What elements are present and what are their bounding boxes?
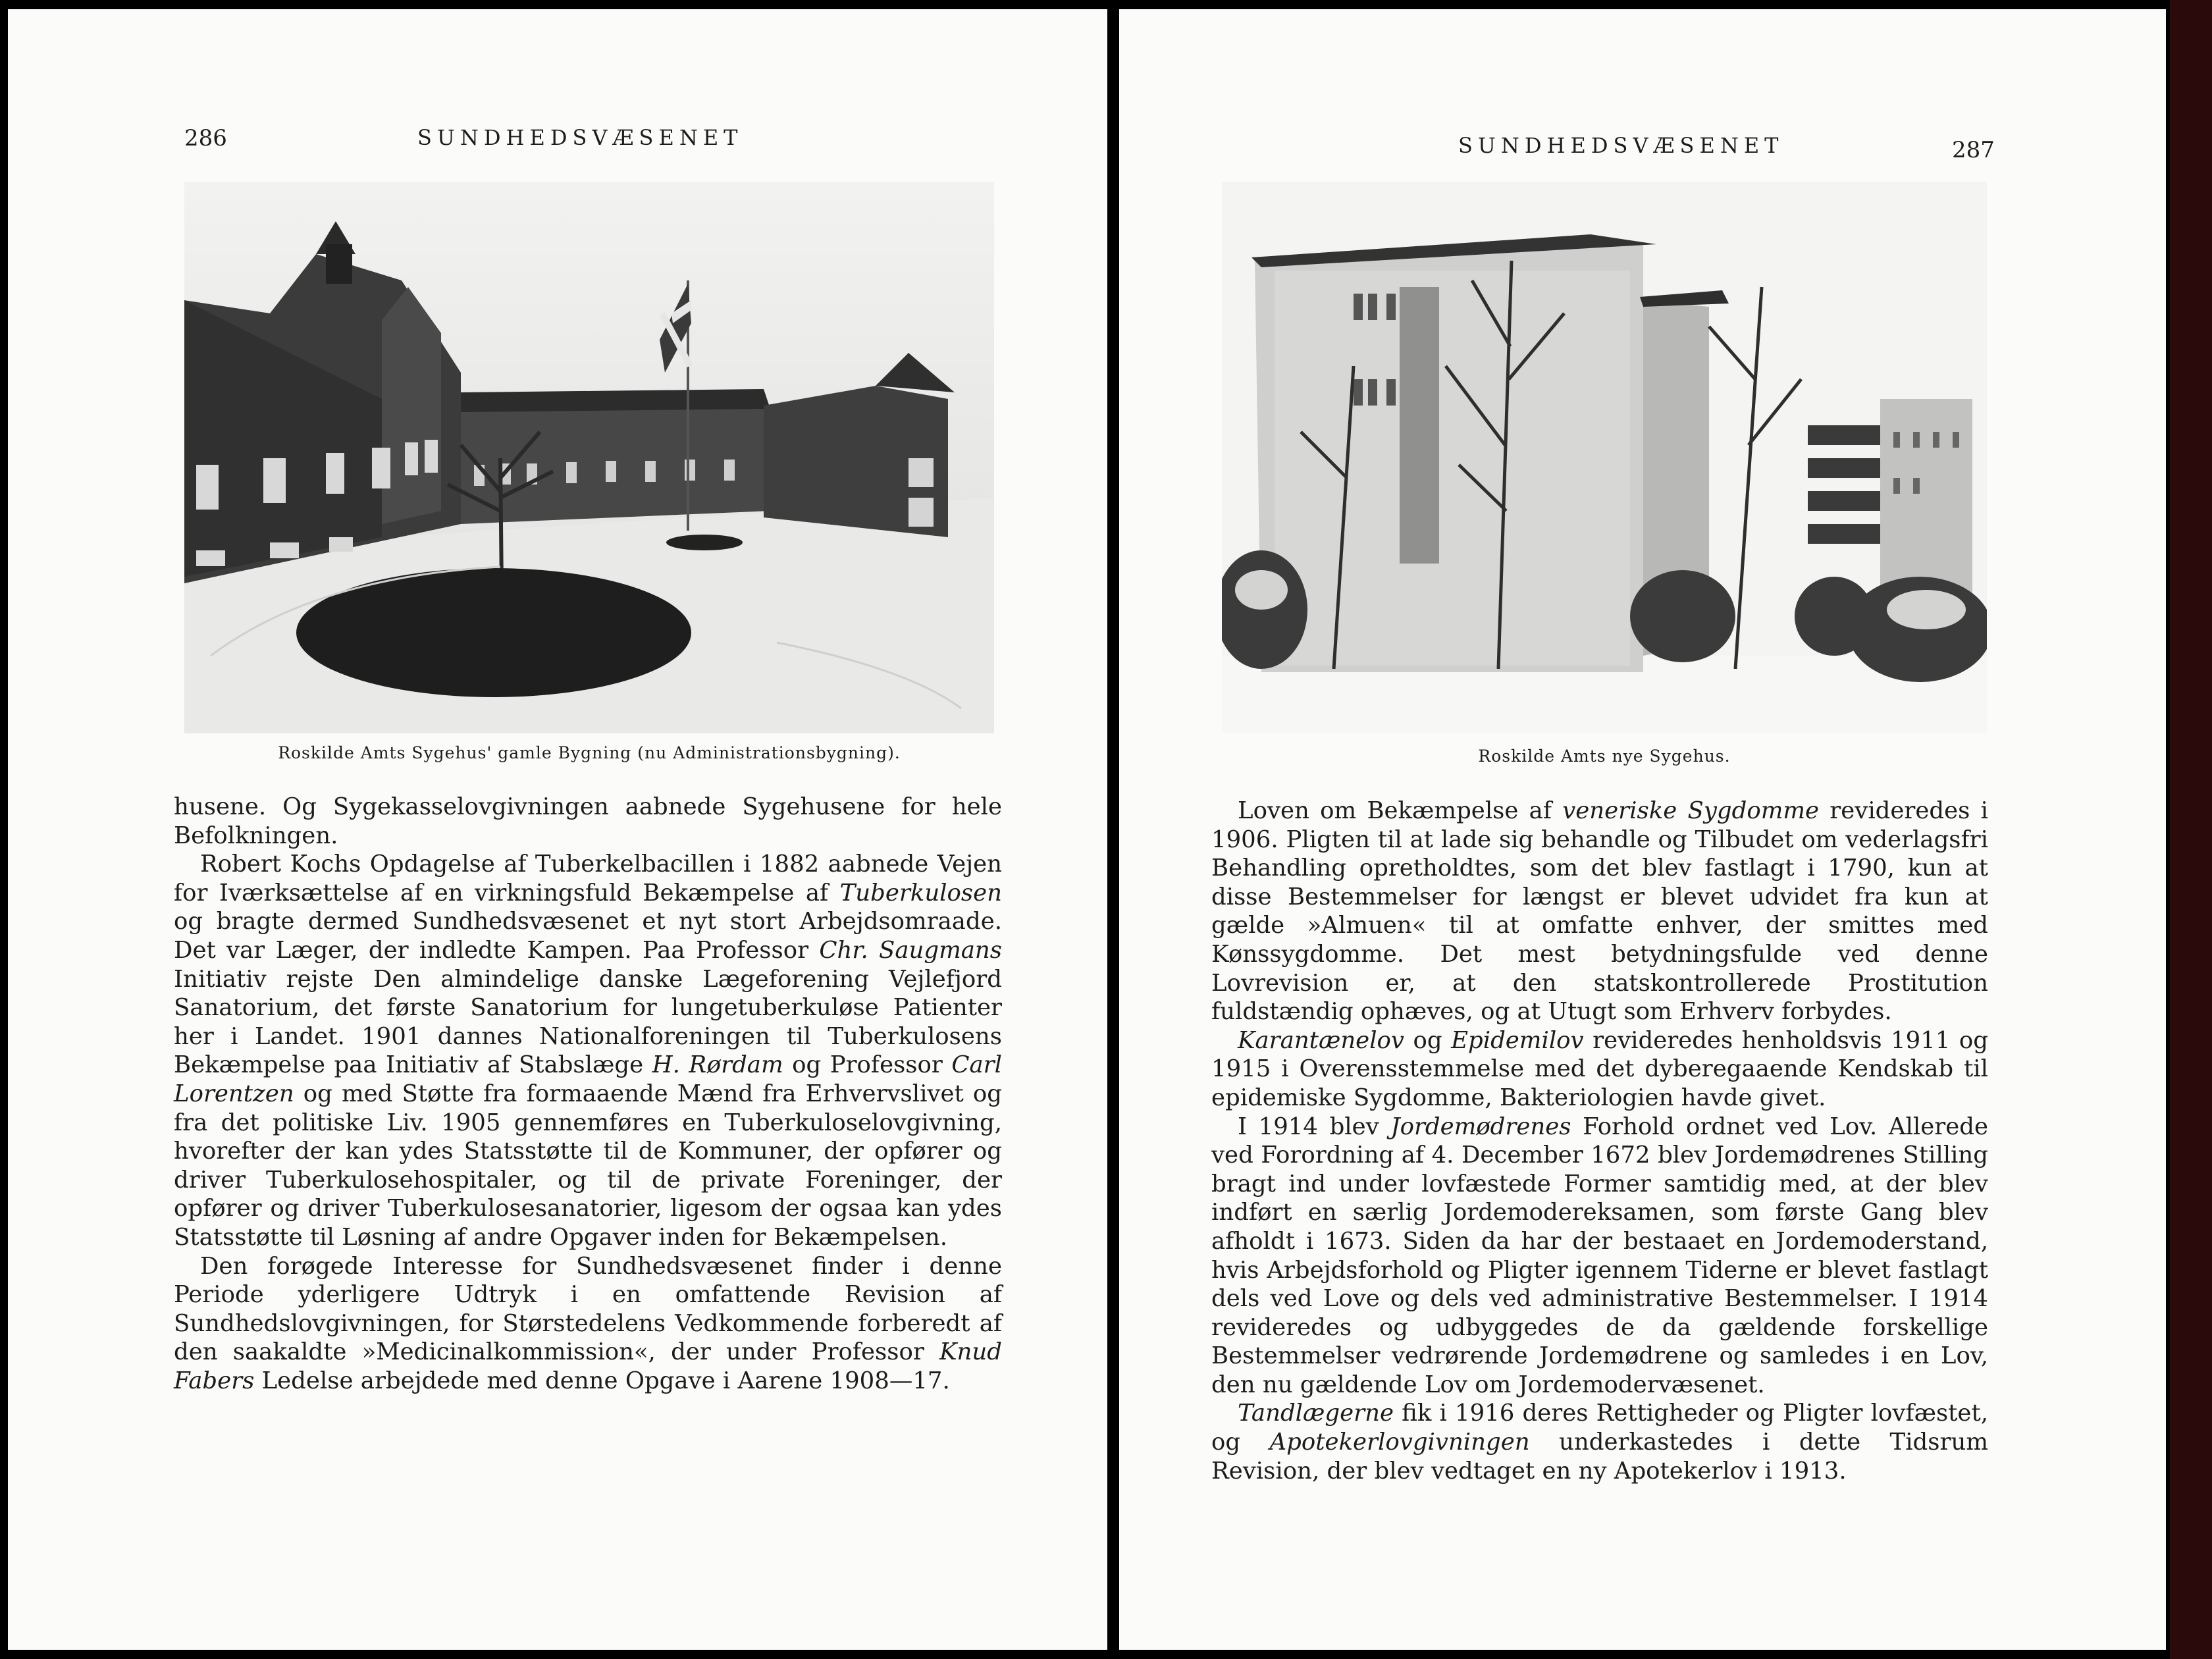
text-run: Forhold ordnet ved Lov. Allerede ved Forordning af 4. December 1672 blev Jordemødrenes Stilling bragt ind under lovfæstede Former samtidig med, at der blev indført en særlig Jordemodereksamen, som første Gang blev afholdt i 1673. Siden da har der bestaaet en Jordemoderstand, hvis Arbejdsforhold og Pligter igennem Tiderne er blevet fastlagt dels ved Love og dels ved administrative Bestemmelser. I 1914 revideredes og udbyggedes de da gældende forskellige Bestemmelser vedrørende Jordemødrene og samledes i en Lov, den nu gældende Lov om Jordemodervæsenet.	[1211, 1113, 1989, 1398]
italic-run: Carl Lorentzen	[174, 1051, 1002, 1107]
photo-new-hospital-building	[1222, 182, 1987, 733]
italic-run: veneriske Sygdomme	[1562, 797, 1820, 824]
running-head: SUNDHEDSVÆSENET	[417, 125, 743, 150]
italic-run: Epidemilov	[1451, 1026, 1584, 1054]
italic-run: Apotekerlovgivningen	[1269, 1429, 1530, 1456]
right-page	[1119, 9, 2166, 1650]
text-run: revideredes henholdsvis 1911 og 1915 i Overensstemmelse med det dyberegaaende Kendskab til epidemiske Sygdomme, Bakteriologien havde givet.	[1211, 1026, 1988, 1111]
photo-caption: Roskilde Amts nye Sygehus.	[1478, 747, 1731, 766]
paragraph	[174, 793, 1002, 850]
text-run: underkastedes i dette Tidsrum Revision, der blev vedtaget en ny Apotekerlov i 1913.	[1211, 1429, 1988, 1485]
text-run: I 1914 blev	[1238, 1113, 1391, 1140]
text-run: og med Støtte fra formaaende Mænd fra Erhvervslivet og fra det politiske Liv. 1905 gennemføres en Tuberkuloselovgivning, hvorefter der kan ydes Statsstøtte til de Kommuner, der opfører og driver Tuberkulosehospitaler, og til de private Foreninger, der opfører og driver Tuberkulosesanatorier, ligesom der ogsaa kan ydes Statsstøtte til Løsning af andre Opgaver inden for Bekæmpelsen.	[174, 1080, 1002, 1251]
page-number: 287	[1952, 137, 1995, 163]
italic-run: Karantænelov	[1238, 1026, 1404, 1054]
paragraph	[1211, 1026, 1988, 1113]
photo-old-hospital-building	[184, 182, 994, 733]
book-edge	[2170, 0, 2212, 1659]
page-number: 286	[184, 125, 227, 151]
running-head: SUNDHEDSVÆSENET	[1458, 133, 1784, 158]
photo-caption: Roskilde Amts Sygehus' gamle Bygning (nu Administrationsbygning).	[278, 743, 901, 762]
text-run: fik i 1916 deres Rettigheder og Pligter lovfæstet, og	[1211, 1400, 1988, 1456]
right-body-text	[1211, 797, 1988, 1485]
text-run: Den forøgede Interesse for Sundhedsvæsenet finder i denne Periode yderligere Udtryk i en omfattende Revision af Sundhedslovgivningen, for Størstedelens Vedkommende forberedt af den saakaldte »Medicinalkommission«, der under Professor	[174, 1252, 1002, 1366]
paragraph	[1211, 1113, 1988, 1400]
paragraph	[1211, 1399, 1988, 1485]
text-run: og Professor	[783, 1051, 952, 1079]
italic-run: Knud Fabers	[174, 1338, 1002, 1394]
italic-run: H. Rørdam	[652, 1051, 783, 1079]
text-run: og	[1404, 1026, 1452, 1054]
text-run: husene. Og Sygekasselovgivningen aabnede Sygehusene for hele Befolkningen.	[174, 793, 1002, 849]
text-run: Robert Kochs Opdagelse af Tuberkelbacillen i 1882 aabnede Vejen for Iværksættelse af en virkningsfuld Bekæmpelse af	[174, 851, 1002, 907]
paragraph	[174, 1252, 1002, 1396]
italic-run: Jordemødrenes	[1390, 1113, 1571, 1140]
paragraph	[1211, 797, 1988, 1026]
text-run: revideredes i 1906. Pligten til at lade sig behandle og Tilbudet om vederlagsfri Behandling opretholdtes, som det blev fastlagt i 1790, kun at disse Bestemmelser for længst er blevet udvidet fra kun at gælde »Almuen« til at omfatte enhver, der smittes med Kønssygdomme. Det mest betydningsfulde ved denne Lovrevision er, at den statskontrollerede Prostitution fuldstændig ophæves, og at Utugt som Erhverv forbydes.	[1211, 797, 1988, 1026]
text-run: Loven om Bekæmpelse af	[1238, 797, 1563, 824]
text-run: og bragte dermed Sundhedsvæsenet et nyt stort Arbejdsomraade. Det var Læger, der indledte Kampen. Paa Professor	[174, 908, 1002, 964]
text-run: Initiativ rejste Den almindelige danske Lægeforening Vejlefjord Sanatorium, det første Sanatorium for lungetuberkuløse Patienter her i Landet. 1901 dannes Nationalforeningen til Tuberkulosens Bekæmpelse paa Initiativ af Stabslæge	[174, 965, 1002, 1079]
paragraph	[174, 850, 1002, 1251]
italic-run: Tandlægerne	[1238, 1400, 1394, 1427]
left-page	[8, 9, 1107, 1650]
italic-run: Chr. Saugmans	[819, 936, 1003, 964]
text-run: Ledelse arbejdede med denne Opgave i Aarene 1908—17.	[254, 1367, 950, 1394]
italic-run: Tuberkulosen	[839, 879, 1002, 907]
left-body-text	[174, 793, 1002, 1395]
